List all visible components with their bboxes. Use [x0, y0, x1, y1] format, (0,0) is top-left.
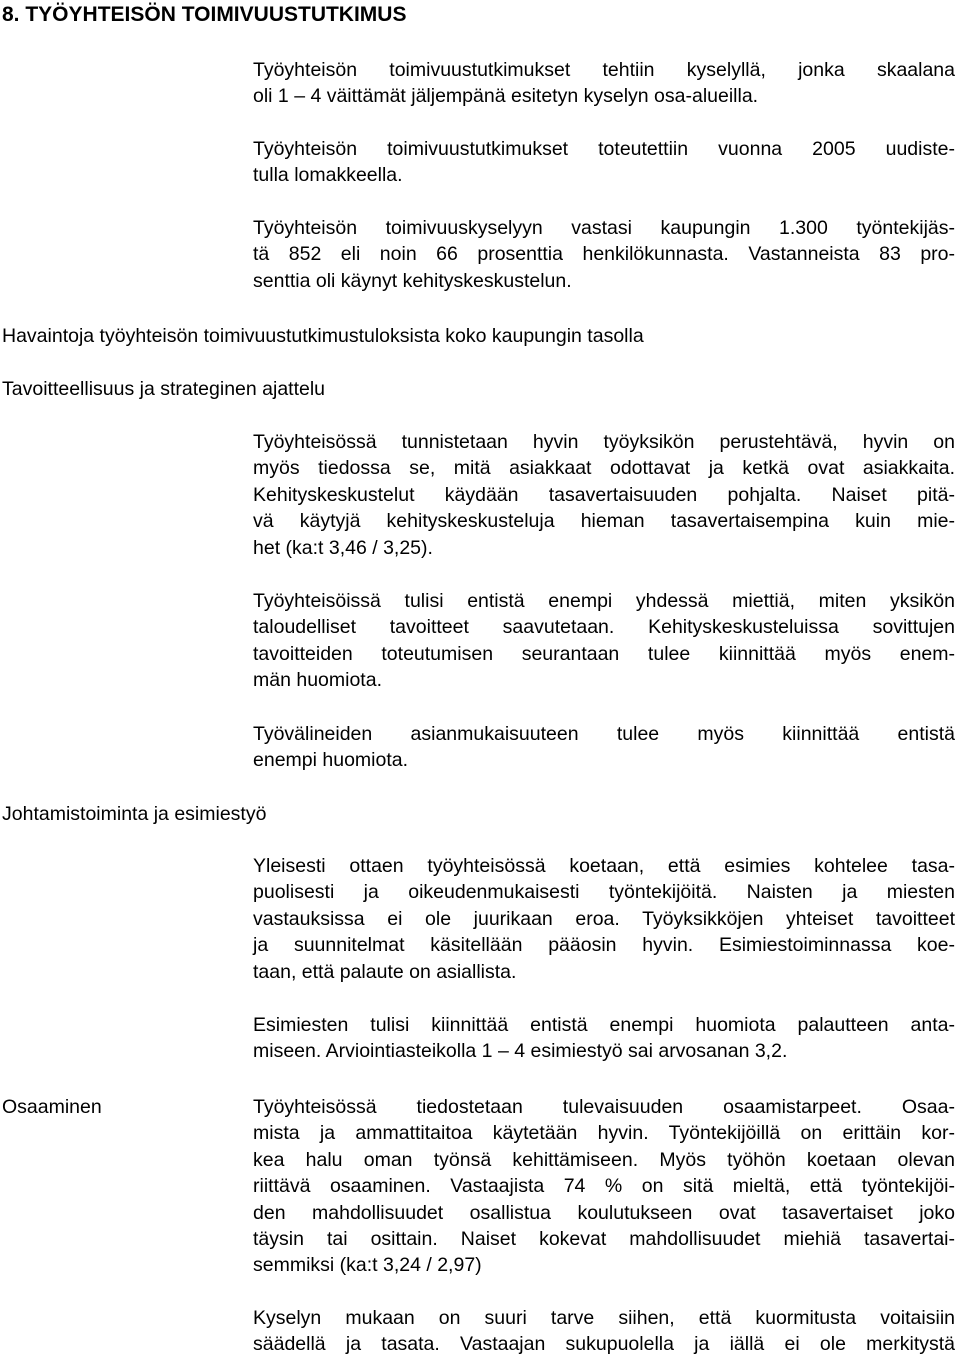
section-1-paragraph-3 — [253, 721, 955, 774]
text-line: miseen. Arviointiasteikolla 1 – 4 esimiestyö sai arvosanan 3,2. — [253, 1040, 788, 1063]
text-line: myös tiedossa se, mitä asiakkaat odottavat ja ketkä ovat asiakkaita. — [253, 457, 955, 480]
text-line: mista ja ammattitaitoa käytetään hyvin. Työntekijöillä on erittäin kor- — [253, 1122, 955, 1145]
text-line: Työyhteisössä tiedostetaan tulevaisuuden osaamistarpeet. Osaa- — [253, 1096, 955, 1118]
intro-paragraph-1 — [253, 57, 955, 110]
section-1-paragraph-2 — [253, 588, 955, 694]
intro-paragraph-3 — [253, 215, 955, 294]
text-line: semmiksi (ka:t 3,24 / 2,97) — [253, 1254, 482, 1277]
section-label-tavoitteellisuus: Tavoitteellisuus ja strateginen ajattelu — [2, 378, 326, 400]
text-line: senttia oli käynyt kehityskeskustelun. — [253, 269, 572, 292]
text-line: Työvälineiden asianmukaisuuteen tulee myös kiinnittää entistä — [253, 723, 955, 745]
text-line: män huomiota. — [253, 669, 382, 692]
intro-paragraph-2 — [253, 136, 955, 189]
observations-heading: Havaintoja työyhteisön toimivuustutkimustuloksista koko kaupungin tasolla — [2, 325, 644, 347]
text-line: Työyhteisön toimivuustutkimukset toteutettiin vuonna 2005 uudiste- — [253, 138, 955, 160]
text-line: Työyhteisön toimivuuskyselyyn vastasi kaupungin 1.300 työntekijäs- — [253, 217, 955, 239]
section-label-johtamistoiminta: Johtamistoiminta ja esimiestyö — [2, 803, 267, 825]
section-2-paragraph-2 — [253, 1012, 955, 1065]
section-2-paragraph-1 — [253, 853, 955, 985]
text-line: tavoitteiden toteutumisen seurantaan tulee kiinnittää myös enem- — [253, 642, 955, 665]
text-line: oli 1 – 4 väittämät jäljempänä esitetyn kyselyn osa-alueilla. — [253, 85, 759, 108]
text-line: den mahdollisuudet osallistua koulutukseen ovat tasavertaiset joko — [253, 1201, 955, 1224]
text-line: tulla lomakkeella. — [253, 164, 403, 187]
section-label-osaaminen: Osaaminen — [2, 1096, 102, 1118]
text-line: Kehityskeskustelut käydään tasavertaisuuden pohjalta. Naiset pitä- — [253, 483, 955, 506]
text-line: kea halu oman työnsä kehittämiseen. Myös työhön koetaan olevan — [253, 1148, 955, 1171]
text-line: Kyselyn mukaan on suuri tarve siihen, että kuormitusta voitaisiin — [253, 1307, 955, 1329]
text-line: vä käytyjä kehityskeskusteluja hieman tasavertaisempina kuin mie- — [253, 510, 955, 533]
text-line: ja suunnitelmat käsitellään pääosin hyvin. Esimiestoiminnassa koe- — [253, 934, 955, 957]
text-line: Työyhteisössä tunnistetaan hyvin työyksikön perustehtävä, hyvin on — [253, 431, 955, 453]
text-line: Työyhteisöissä tulisi entistä enempi yhdessä miettiä, miten yksikön — [253, 590, 955, 612]
text-line: riittävä osaaminen. Vastaajista 74 % on sitä mieltä, että työntekijöi- — [253, 1175, 955, 1198]
text-line: Yleisesti ottaen työyhteisössä koetaan, että esimies kohtelee tasa- — [253, 855, 955, 877]
page-title: 8. TYÖYHTEISÖN TOIMIVUUSTUTKIMUS — [2, 3, 407, 26]
text-line: säädellä ja tasata. Vastaajan sukupuolella ja iällä ei ole merkitystä — [253, 1333, 955, 1356]
text-line: täysin tai osittain. Naiset kokevat mahdollisuudet miehiä tasavertai- — [253, 1227, 955, 1250]
section-3-paragraph-1 — [253, 1094, 955, 1279]
section-1-paragraph-1 — [253, 429, 955, 561]
section-3-paragraph-2 — [253, 1305, 955, 1358]
text-line: enempi huomiota. — [253, 749, 409, 772]
text-line: taan, että palaute on asiallista. — [253, 960, 517, 983]
text-line: vastauksissa ei ole juurikaan eroa. Työyksikköjen yhteiset tavoitteet — [253, 907, 955, 930]
text-line: Esimiesten tulisi kiinnittää entistä enempi huomiota palautteen anta- — [253, 1014, 955, 1036]
text-line: Työyhteisön toimivuustutkimukset tehtiin kyselyllä, jonka skaalana — [253, 59, 955, 81]
text-line: het (ka:t 3,46 / 3,25). — [253, 536, 433, 559]
text-line: tä 852 eli noin 66 prosenttia henkilökunnasta. Vastanneista 83 pro- — [253, 243, 955, 266]
text-line: puolisesti ja oikeudenmukaisesti työntekijöitä. Naisten ja miesten — [253, 881, 955, 904]
text-line: taloudelliset tavoitteet saavutetaan. Kehityskeskusteluissa sovittujen — [253, 616, 955, 639]
